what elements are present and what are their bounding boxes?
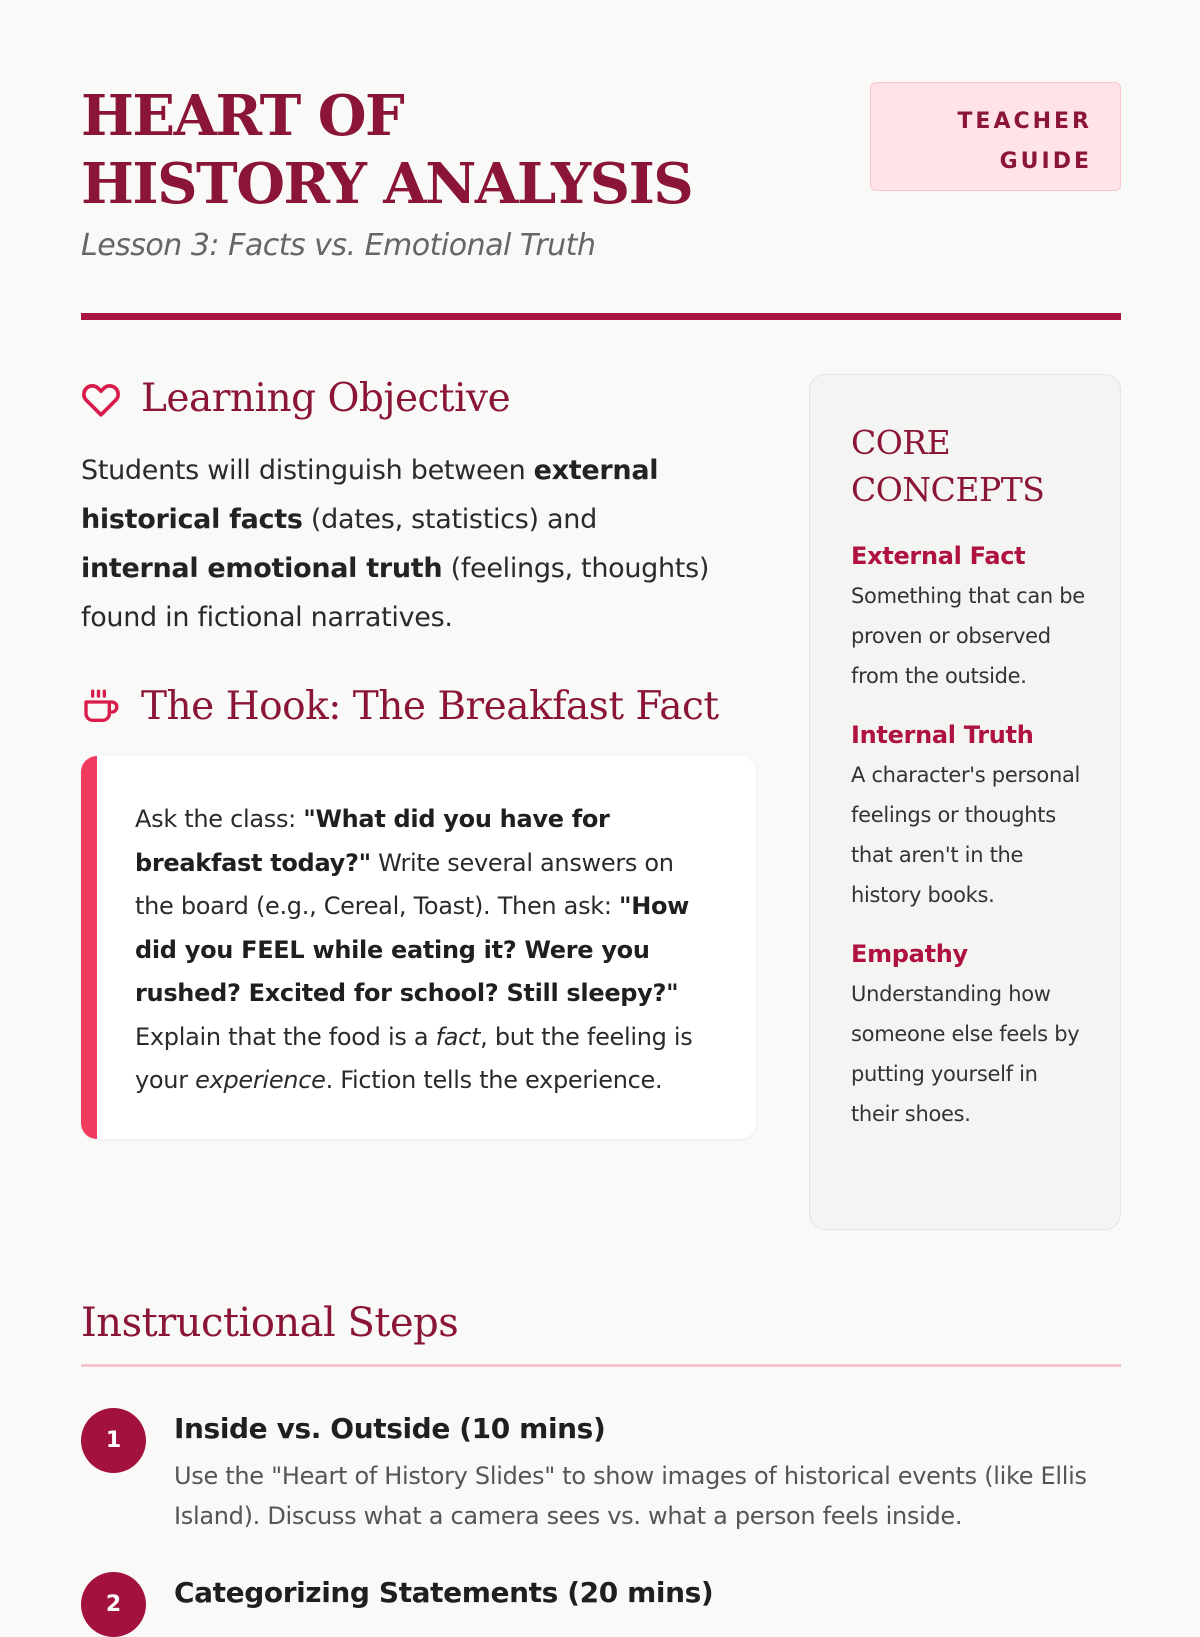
objective-bold-internal: internal emotional truth <box>81 553 443 584</box>
concept-internal-truth <box>851 718 1090 915</box>
steps-heading: Instructional Steps <box>81 1300 459 1346</box>
objective-heading-row <box>81 376 510 421</box>
step-number-badge: 2 <box>81 1572 146 1637</box>
hook-heading: The Hook: The Breakfast Fact <box>141 684 719 729</box>
concept-external-fact <box>851 539 1090 696</box>
steps-divider <box>81 1364 1121 1367</box>
hook-text-part: Ask the class: <box>135 805 304 833</box>
concept-term: External Fact <box>851 542 1026 570</box>
hook-italic-experience: experience <box>195 1066 326 1094</box>
sidebar-title: CORE CONCEPTS <box>851 423 1045 509</box>
hook-text-part: , but the feeling is your <box>135 1022 693 1094</box>
step-title: Inside vs. Outside (10 mins) <box>174 1412 606 1445</box>
step-number-badge: 1 <box>81 1408 146 1473</box>
header-divider <box>81 313 1121 320</box>
hook-question-feel: "How did you FEEL while eating it? Were you rushed? Excited for school? Still sleepy?" <box>135 892 690 1007</box>
objective-bold-external: external historical facts <box>81 455 659 535</box>
concept-definition: A character's personal feelings or thoughts that aren't in the history books. <box>851 763 1081 907</box>
hook-text-part: . Fiction tells the experience. <box>325 1066 663 1094</box>
coffee-cup-icon <box>81 687 121 727</box>
page-subtitle: Lesson 3: Facts vs. Emotional Truth <box>81 228 596 263</box>
concept-definition: Something that can be proven or observed from the outside. <box>851 584 1085 688</box>
objective-text-part: (dates, statistics) and <box>302 504 597 535</box>
step-description: Use the "Heart of History Slides" to show images of historical events (like Ellis Island). Discuss what a camera sees vs. what a person feels inside. <box>174 1462 1087 1530</box>
hook-italic-fact: fact <box>435 1022 481 1051</box>
hook-text-part: Write several answers on the board (e.g., Cereal, Toast). Then ask: <box>135 848 674 920</box>
heart-icon <box>81 379 121 419</box>
concept-definition: Understanding how someone else feels by putting yourself in their shoes. <box>851 982 1080 1126</box>
hook-text-part: Explain that the food is a <box>135 1022 436 1051</box>
objective-heading: Learning Objective <box>141 376 511 421</box>
objective-text-part: Students will distinguish between <box>81 455 534 486</box>
core-concepts-sidebar <box>809 374 1121 1230</box>
concept-term: Internal Truth <box>851 721 1034 749</box>
hook-heading-row <box>81 684 719 729</box>
concept-term: Empathy <box>851 940 968 968</box>
hook-card <box>81 756 756 1139</box>
badge-line-2: GUIDE <box>999 149 1092 174</box>
objective-text-part: (feelings, thoughts) found in fictional narratives. <box>81 553 710 633</box>
step-title: Categorizing Statements (20 mins) <box>174 1576 714 1609</box>
badge-line-1: TEACHER <box>957 109 1092 134</box>
hook-question-breakfast: "What did you have for breakfast today?" <box>135 805 610 877</box>
objective-text <box>81 446 711 642</box>
page-title: HEART OF HISTORY ANALYSIS <box>81 83 693 217</box>
teacher-guide-badge <box>870 82 1121 191</box>
concept-empathy <box>851 937 1090 1134</box>
